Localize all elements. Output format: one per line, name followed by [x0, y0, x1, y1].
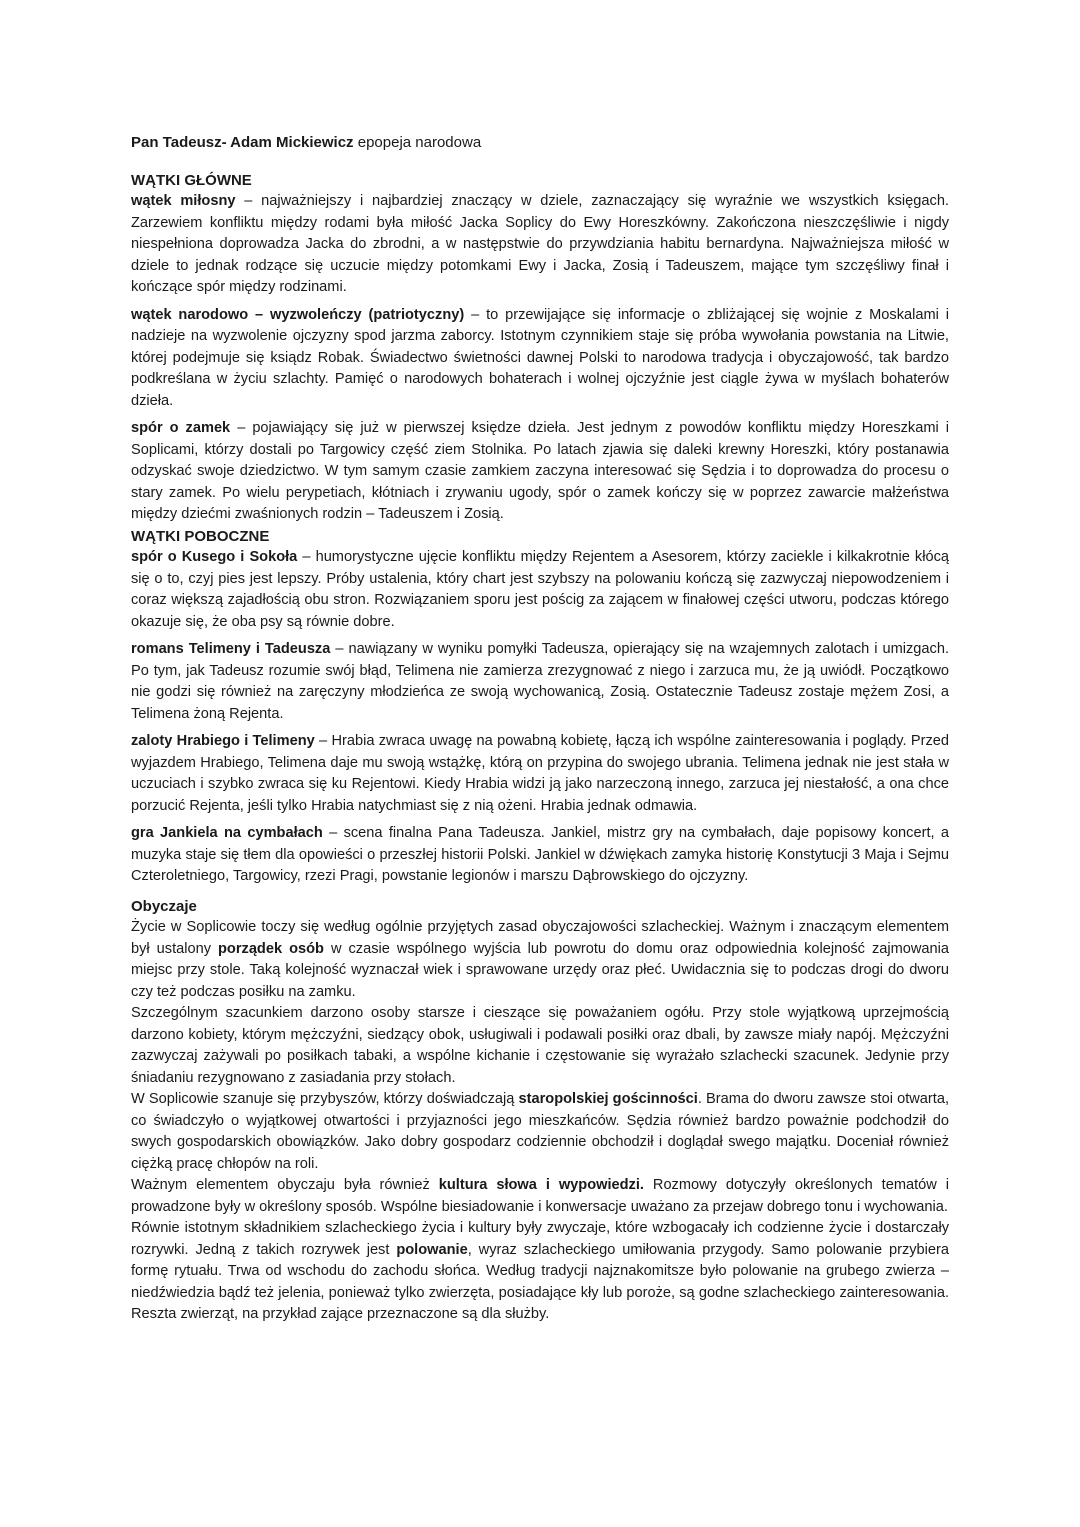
title-rest: epopeja narodowa [353, 134, 482, 151]
customs-paragraph-5 [131, 1218, 949, 1326]
term: wątek narodowo – wyzwoleńczy (patriotyczny) [131, 306, 465, 323]
paragraph-text: – najważniejszy i najbardziej znaczący w dziele, zaznaczający się wyraźnie we wszystkich księgach. Zarzewiem konfliktu między rodami była miłość Jacka Soplicy do Ewy Horeszkówny. Zakończona nieszczęśliwie i nigdy niespełniona doprowadza Jacka do zbrodni, a w następstwie do przywdziania habitu bernardyna. Najważniejsza miłość w dziele to jednak rodzące się uczucie między potomkami Ewy i Jacka, Zosią i Tadeuszem, mające tym szczęśliwy finał i kończące spór między rodzinami. [131, 193, 949, 295]
term: polowanie [396, 1241, 468, 1258]
paragraph-text: – humorystyczne ujęcie konfliktu między Rejentem a Asesorem, którzy zaciekle i kilkakrotnie kłócą się o to, czyj pies jest lepszy. Próby ustalenia, który chart jest szybszy na polowaniu kończą się zazwyczaj niepowodzeniem i coraz większą zajadłością obu stron. Rozwiązaniem sporu jest pościg za zającem w finałowej części utworu, podczas którego okazuje się, że oba psy są równie dobre. [131, 549, 949, 630]
customs-paragraph-1 [131, 917, 949, 1003]
customs-paragraph-2: Szczególnym szacunkiem darzono osoby starsze i cieszące się poważaniem ogółu. Przy stole wyjątkową uprzejmością darzono kobiety, którym mężczyźni, siedzący obok, usługiwali i podawali posiłki oraz dbali, by zawsze miały napój. Mężczyźni zazwyczaj zażywali po posiłkach tabaki, a wspólne kichanie i częstowanie się wyrażało szlachecki szacunek. Jedynie przy śniadaniu rezygnowano z zasiadania przy stołach. [131, 1005, 949, 1086]
term: staropolskiej gościnności [518, 1091, 698, 1107]
paragraph-love-thread [131, 191, 949, 299]
paragraph-text: Życie w Soplicowie toczy się według ogólnie przyjętych zasad obyczajowości szlacheckiej. Ważnym i znaczącym elementem był ustalony [131, 919, 949, 957]
paragraph-text: – Hrabia zwraca uwagę na powabną kobietę, łączą ich wspólne zainteresowania i poglądy. Przed wyjazdem Hrabiego, Telimena daje mu swoją wstążkę, którą on przypina do swojego ubrania. Telimena jednak nie jest stała w uczuciach i szybko zwraca się ku Rejentowi. Kiedy Hrabia widzi ją jako narzeczoną innego, zarzuca jej niestałość, a ona chce porzucić Rejenta, jeśli tylko Hrabia natychmiast się z nią ożeni. Hrabia jednak odmawia. [131, 733, 949, 814]
paragraph-telimena-tadeusz [131, 639, 949, 725]
paragraph-text: , wyraz szlacheckiego umiłowania przygody. Samo polowanie przybiera formę rytuału. Trwa od wschodu do zachodu słońca. Według tradycji najznakomitsze było polowanie na grubego zwierza – niedźwiedzia bądź też jelenia, ponieważ tylko zwierzęta, posiadające kły lub poroże, są godne szlacheckiego zainteresowania. Reszta zwierząt, na przykład zające przeznaczone są dla służby. [131, 1241, 949, 1322]
term: spór o zamek [131, 420, 231, 436]
paragraph-text: Równie istotnym składnikiem szlacheckiego życia i kultury były zwyczaje, które wzbogacały ich codzienne życie i dostarczały rozrywki. Jedną z takich rozrywek jest [131, 1220, 949, 1258]
paragraph-text: Ważnym elementem obyczaju była również [131, 1177, 439, 1193]
term: zaloty Hrabiego i Telimeny [131, 733, 315, 749]
paragraph-text: W Soplicowie szanuje się przybyszów, którzy doświadczają [131, 1091, 519, 1107]
paragraph-patriotic-thread [131, 305, 949, 413]
document-page [131, 132, 949, 1326]
side-threads-heading: WĄTKI POBOCZNE [131, 527, 270, 545]
term: spór o Kusego i Sokoła [131, 549, 298, 565]
term: romans Telimeny i Tadeusza [131, 641, 331, 657]
term: gra Jankiela na cymbałach [131, 825, 323, 841]
paragraph-castle-dispute [131, 418, 949, 526]
paragraph-text: – scena finalna Pana Tadeusza. Jankiel, mistrz gry na cymbałach, daje popisowy koncert, a muzyka staje się tłem dla opowieści o przeszłej historii Polski. Jankiel w dźwiękach zamyka historię Konstytucji 3 Maja i Sejmu Czteroletniego, Targowicy, rzezi Pragi, powstanie legionów i marszu Dąbrowskiego do ojczyzny. [131, 825, 950, 884]
paragraph-text: . Brama do dworu zawsze stoi otwarta, co świadczyło o wyjątkowej otwartości i przyjazności jego mieszkańców. Sędzia również bardzo poważnie podchodził do swych gospodarskich obowiązków. Jako dobry gospodarz codziennie obchodził i doglądał swego majątku. Doceniał również ciężką pracę chłopów na roli. [131, 1091, 949, 1172]
customs-heading: Obyczaje [131, 897, 197, 915]
paragraph-dogs-dispute [131, 547, 949, 633]
document-title [131, 132, 949, 154]
customs-paragraph-3 [131, 1089, 949, 1175]
term: porządek osób [218, 940, 324, 957]
paragraph-text: w czasie wspólnego wyjścia lub powrotu do domu oraz odpowiednia kolejność zajmowania miejsc przy stole. Taką kolejność wyznaczał wiek i sprawowane urzędy oraz płeć. Uwidacznia się to podczas drogi do dworu czy też podczas posiłku na zamku. [131, 940, 950, 1000]
main-threads-heading: WĄTKI GŁÓWNE [131, 171, 252, 189]
title-bold: Pan Tadeusz- Adam Mickiewicz [131, 134, 354, 151]
paragraph-jankiel [131, 823, 949, 888]
term: kultura słowa i wypowiedzi. [438, 1177, 644, 1193]
paragraph-text: – nawiązany w wyniku pomyłki Tadeusza, opierający się na wzajemnych zalotach i umizgach. Po tym, jak Tadeusz rozumie swój błąd, Telimena nie zamierza zrezygnować z niego i zarzuca mu, że ją uwiódł. Początkowo nie godzi się również na zaręczyny młodzieńca ze swoją wychowanicą, Zosią. Ostatecznie Tadeusz zostaje mężem Zosi, a Telimena żoną Rejenta. [131, 641, 949, 722]
paragraph-count-telimena [131, 731, 949, 817]
paragraph-text: – to przewijające się informacje o zbliżającej się wojnie z Moskalami i nadzieje na wyzwolenie ojczyzny spod jarzma zaborcy. Istotnym czynnikiem staje się próba wywołania powstania na Litwie, której podejmuje się ksiądz Robak. Świadectwo świetności dawnej Polski to narodowa tradycja i obyczajowość, tak bardzo podkreślana w życiu szlachty. Pamięć o narodowych bohaterach i wolnej ojczyźnie jest ciągle żywa w myślach bohaterów dzieła. [131, 306, 949, 409]
paragraph-text: Rozmowy dotyczyły określonych tematów i prowadzone były w określony sposób. Wspólne biesiadowanie i konwersacje uważano za przejaw dobrego tonu i wychowania. [131, 1177, 949, 1215]
customs-paragraph-4 [131, 1175, 949, 1218]
paragraph-text: – pojawiający się już w pierwszej księdze dzieła. Jest jednym z powodów konfliktu między Horeszkami i Soplicami, którzy dostali po Targowicy część ziem Stolnika. Po latach zjawia się daleki krewny Horeszki, który postanawia odzyskać swoje dziedzictwo. W tym samym czasie zamkiem zaczyna interesować się Sędzia i to doprowadza do procesu o stary zamek. Po wielu perypetiach, kłótniach i zrywaniu ugody, spór o zamek kończy się w poprzez zawarcie małżeństwa między dziećmi zwaśnionych rodzin – Tadeuszem i Zosią. [131, 420, 949, 522]
term: wątek miłosny [131, 193, 236, 209]
